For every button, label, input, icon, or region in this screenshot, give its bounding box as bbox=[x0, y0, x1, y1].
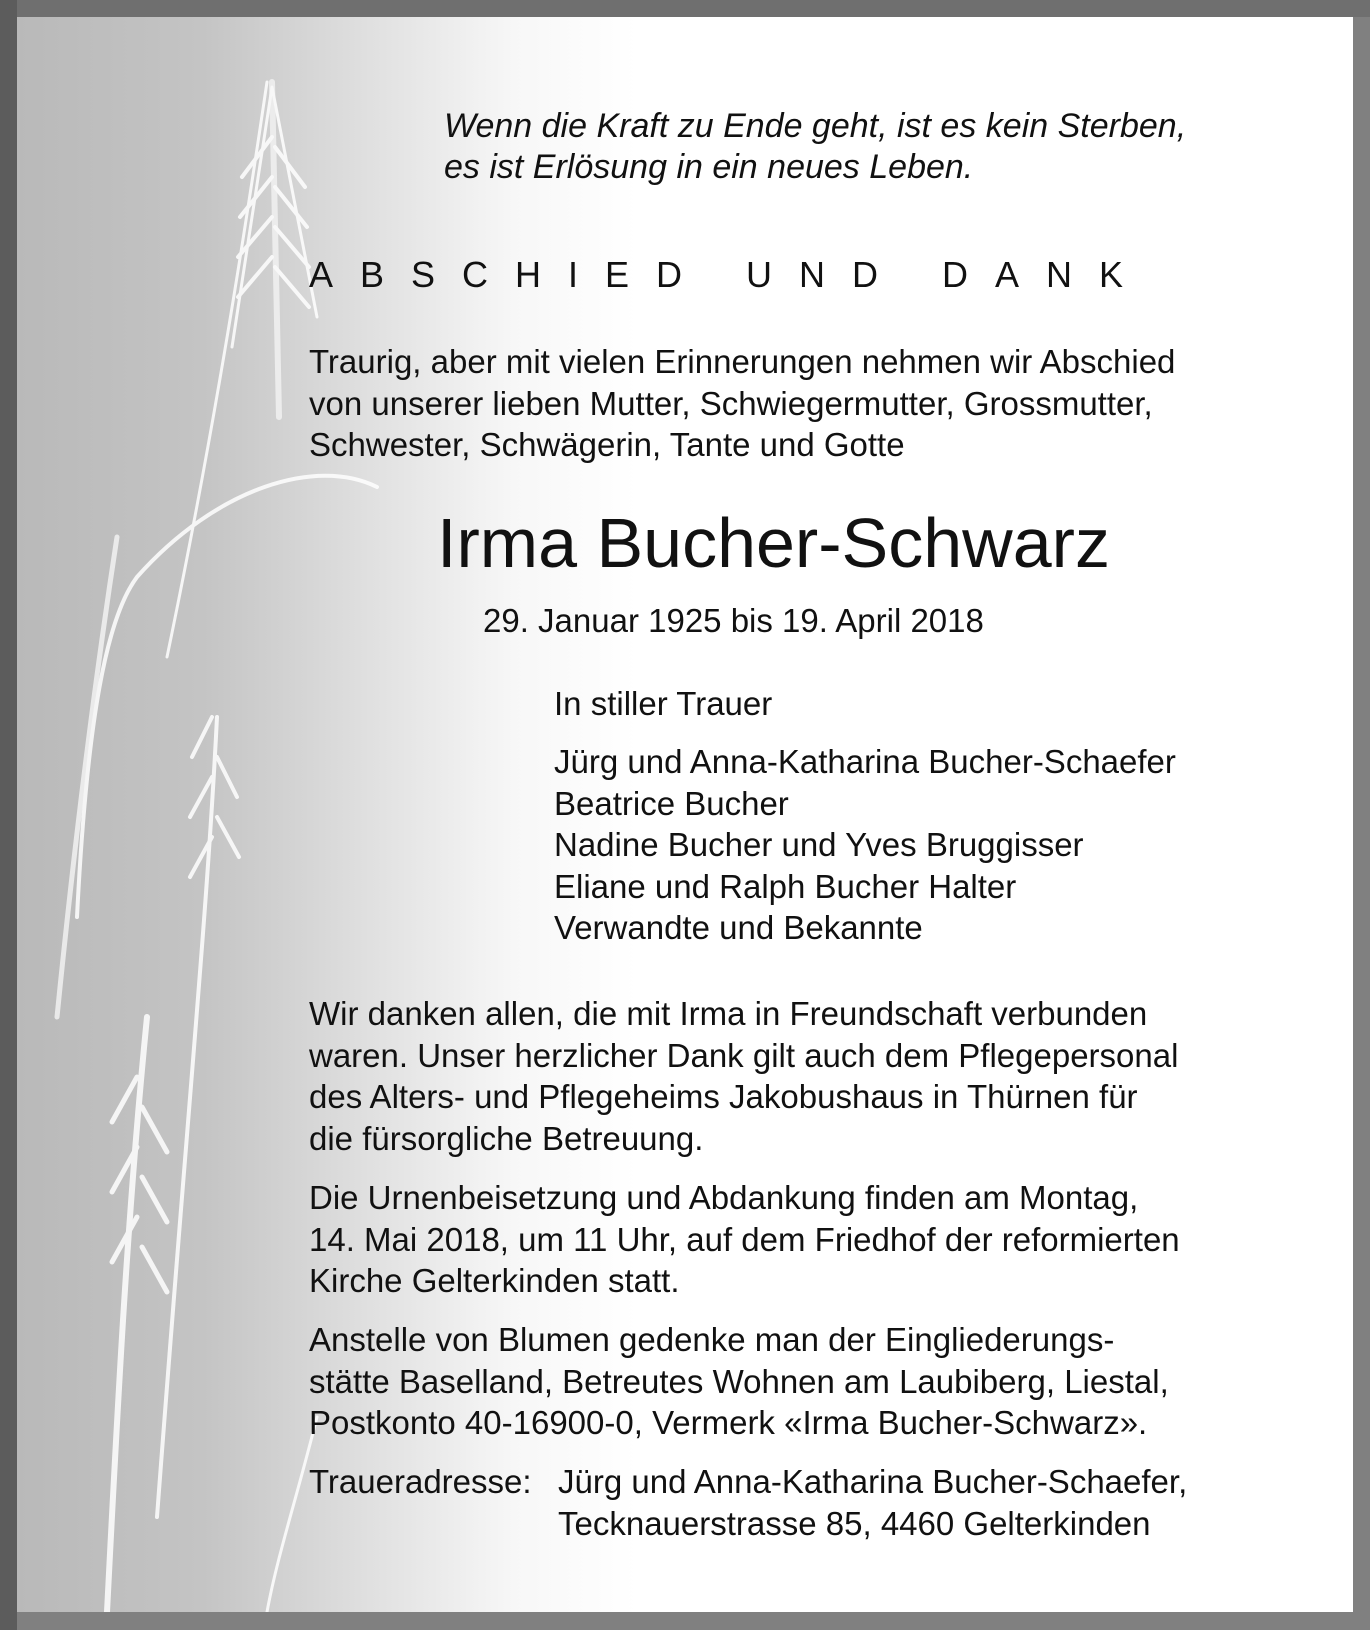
thanks-line: Wir danken allen, die mit Irma in Freundschaft verbunden bbox=[309, 995, 1148, 1032]
address-line: Tecknauerstrasse 85, 4460 Gelterkinden bbox=[558, 1505, 1151, 1542]
heading: ABSCHIED UND DANK bbox=[309, 254, 1151, 295]
mourner: Beatrice Bucher bbox=[554, 785, 789, 822]
thanks-line: waren. Unser herzlicher Dank gilt auch dem Pflegepersonal bbox=[309, 1037, 1179, 1074]
intro-line: von unserer lieben Mutter, Schwiegermutter, Grossmutter, bbox=[309, 385, 1153, 422]
address-line: Jürg und Anna-Katharina Bucher-Schaefer, bbox=[558, 1463, 1188, 1500]
intro-line: Schwester, Schwägerin, Tante und Gotte bbox=[309, 426, 905, 463]
quote-line: es ist Erlösung in ein neues Leben. bbox=[444, 148, 974, 186]
donation-line: Anstelle von Blumen gedenke man der Eingliederungs- bbox=[309, 1321, 1115, 1358]
deceased-name: Irma Bucher-Schwarz bbox=[437, 504, 1110, 582]
quote-line: Wenn die Kraft zu Ende geht, ist es kein Sterben, bbox=[444, 107, 1187, 145]
funeral-line: Kirche Gelterkinden statt. bbox=[309, 1262, 680, 1299]
donation-line: stätte Baselland, Betreutes Wohnen am Laubiberg, Liestal, bbox=[309, 1363, 1169, 1400]
thanks-line: des Alters- und Pflegeheims Jakobushaus in Thürnen für bbox=[309, 1078, 1138, 1115]
mourner: Nadine Bucher und Yves Bruggisser bbox=[554, 826, 1084, 863]
funeral-line: Die Urnenbeisetzung und Abdankung finden am Montag, bbox=[309, 1179, 1139, 1216]
frame-left bbox=[0, 0, 17, 1630]
frame-top bbox=[0, 0, 1370, 17]
obituary-card bbox=[17, 17, 1353, 1612]
intro-line: Traurig, aber mit vielen Erinnerungen nehmen wir Abschied bbox=[309, 343, 1176, 380]
thanks-line: die fürsorgliche Betreuung. bbox=[309, 1120, 704, 1157]
funeral-line: 14. Mai 2018, um 11 Uhr, auf dem Friedhof der reformierten bbox=[309, 1221, 1180, 1258]
mourning-label: In stiller Trauer bbox=[554, 685, 773, 722]
mourner: Verwandte und Bekannte bbox=[554, 909, 923, 946]
mourner: Jürg und Anna-Katharina Bucher-Schaefer bbox=[554, 743, 1176, 780]
mourner: Eliane und Ralph Bucher Halter bbox=[554, 868, 1017, 905]
donation-line: Postkonto 40-16900-0, Vermerk «Irma Bucher-Schwarz». bbox=[309, 1404, 1148, 1441]
address-label: Traueradresse: bbox=[309, 1463, 532, 1500]
life-dates: 29. Januar 1925 bis 19. April 2018 bbox=[483, 602, 984, 639]
